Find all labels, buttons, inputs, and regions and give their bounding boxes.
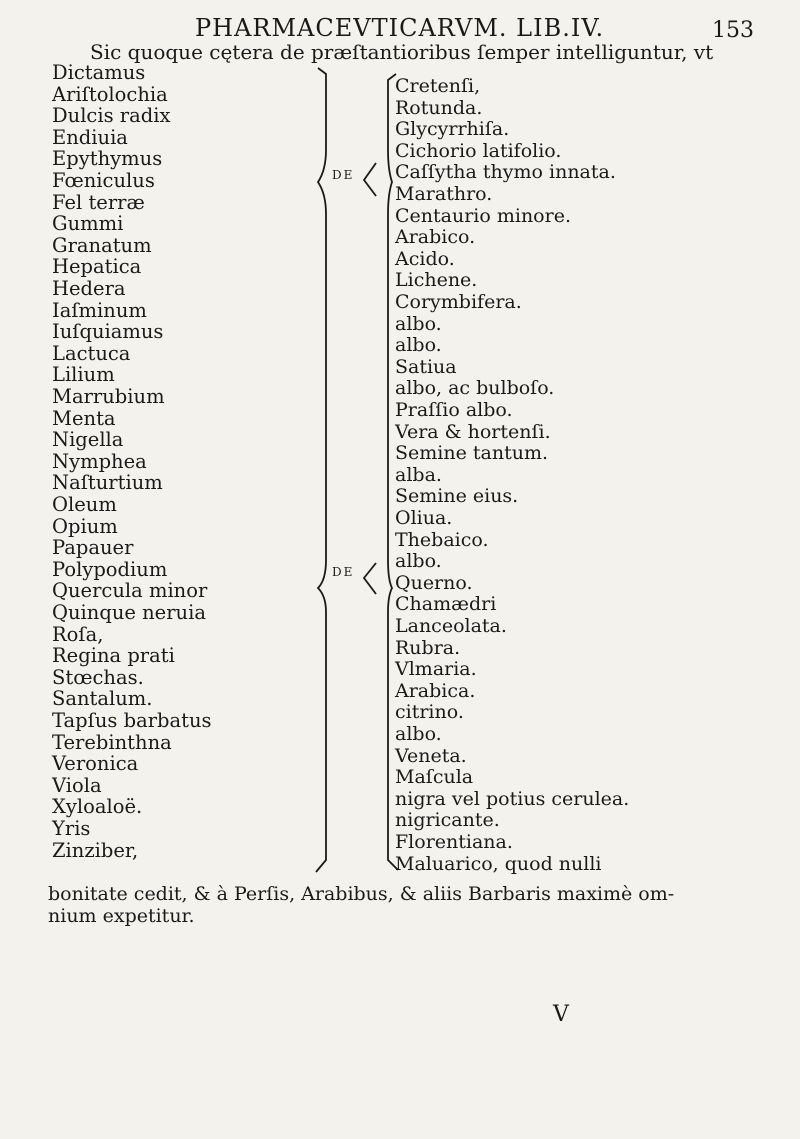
left-entry: Oleum [52, 493, 117, 516]
right-entry: Corymbifera. [395, 291, 522, 313]
left-entry: Roſa, [52, 622, 104, 646]
left-entry: Iuſquiamus [52, 320, 164, 344]
left-entry: Viola [52, 773, 102, 797]
left-entry: Gummi [52, 212, 124, 236]
right-entry: Caſſytha thymo innata. [395, 161, 616, 184]
left-entry: Santalum. [52, 687, 153, 711]
right-entry: Arabico. [395, 226, 476, 249]
left-entry: Lilium [52, 363, 115, 387]
left-entry: Fœniculus [52, 169, 155, 192]
left-entry: Yris [52, 817, 91, 840]
right-entry: alba. [395, 463, 442, 486]
right-entry: Marathro. [395, 183, 493, 205]
left-entry: Nigella [52, 428, 124, 452]
right-entry: Rubra. [395, 636, 461, 659]
right-entry: Lichene. [395, 269, 478, 292]
right-entry: albo. [395, 550, 442, 573]
right-entry: Veneta. [395, 744, 467, 767]
left-entry: Stœchas. [52, 665, 144, 689]
right-entry: albo. [395, 312, 442, 335]
right-entry: albo. [395, 723, 442, 745]
closing-line-2: nium expetitur. [48, 905, 195, 927]
left-entry: Tapſus barbatus [52, 709, 212, 732]
left-entry: Endiuia [52, 125, 128, 149]
left-entry: Veronica [52, 752, 139, 776]
left-entry: Quinque neruia [52, 601, 206, 624]
right-entry: albo, ac bulboſo. [395, 377, 555, 400]
left-entry: Dulcis radix [52, 104, 171, 128]
right-entry: Semine tantum. [395, 442, 549, 465]
right-entry: Florentiana. [395, 831, 513, 853]
left-entry: Marrubium [52, 385, 165, 408]
right-entry: Semine eius. [395, 485, 519, 508]
right-entry: Centaurio minore. [395, 204, 571, 227]
right-entry: Maluarico, quod nulli [395, 852, 602, 875]
right-entry: Cichorio latifolio. [395, 139, 562, 162]
right-entry: Acido. [395, 247, 455, 270]
right-entry: Lanceolata. [395, 615, 507, 637]
right-entry: nigricante. [395, 809, 500, 832]
signature-mark: V [553, 1002, 569, 1027]
intro-line: Sic quoque cętera de præſtantioribus ſemper intelliguntur, vt [90, 40, 714, 64]
right-entry: Querno. [395, 571, 473, 594]
right-entry: Praſſio albo. [395, 399, 513, 421]
left-entry: Quercula minor [52, 579, 208, 603]
left-entry: Ariſtolochia [52, 82, 168, 106]
left-entry: Hepatica [52, 255, 142, 279]
right-entry: Thebaico. [395, 528, 489, 551]
right-entry: Oliua. [395, 507, 453, 529]
right-entry: Rotunda. [395, 96, 483, 119]
right-entry: Maſcula [395, 766, 474, 789]
right-entry: Vera & hortenſi. [395, 420, 551, 443]
left-entry: Terebinthna [52, 730, 172, 754]
left-entry: Fel terræ [52, 190, 145, 214]
left-entry: Lactuca [52, 341, 131, 365]
right-entry: nigra vel potius cerulea. [395, 787, 630, 810]
left-entry: Regina prati [52, 644, 175, 668]
left-entry: Opium [52, 514, 118, 538]
de-label-2: DE [332, 565, 355, 579]
right-entry: citrino. [395, 701, 464, 724]
closing-text [48, 883, 674, 927]
left-entry: Dictamus [52, 61, 146, 84]
right-entry: Vlmaria. [395, 658, 477, 681]
right-entry: Cretenſi, [395, 75, 481, 97]
left-entry: Menta [52, 406, 116, 430]
right-entry: albo. [395, 334, 442, 357]
left-entry: Naſturtium [52, 471, 163, 495]
left-entry: Epythymus [52, 147, 163, 171]
right-entry: Satiua [395, 355, 457, 378]
right-entry: Glycyrrhiſa. [395, 118, 510, 141]
left-entry: Iaſminum [52, 298, 147, 322]
closing-line-1: bonitate cedit, & à Perſis, Arabibus, & aliis Barbaris maximè om- [48, 883, 675, 905]
left-entry: Hedera [52, 277, 126, 300]
left-entry: Nymphea [52, 449, 147, 473]
left-entry: Zinziber, [52, 838, 139, 862]
left-entry: Polypodium [52, 557, 168, 581]
de-label-1: DE [332, 168, 355, 182]
running-head: PHARMACEVTICARVM. LIB.IV. [195, 14, 605, 42]
left-entry: Papauer [52, 536, 134, 560]
left-entry: Granatum [52, 233, 152, 257]
left-entry: Xyloaloë. [52, 795, 143, 819]
right-entry: Arabica. [395, 679, 476, 702]
page-number: 153 [712, 18, 754, 43]
right-entry: Chamædri [395, 593, 497, 616]
